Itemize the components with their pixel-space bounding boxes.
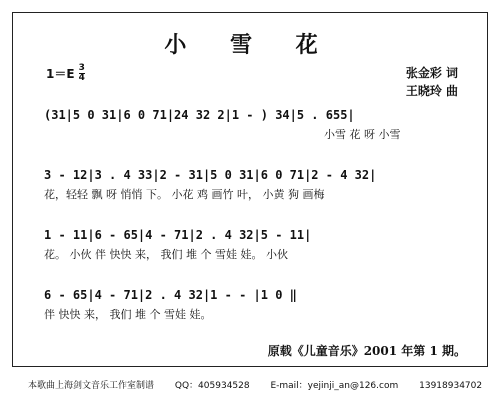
staff-line-4-notes: 6 - 65|4 - 71|2 . 4 32|1 - - |1 0 ‖	[44, 288, 297, 302]
staff-line-1-lyrics: 小雪 花 呀 小雪	[324, 128, 401, 141]
song-title: 小 雪 花	[164, 32, 336, 58]
staff-line-3-lyrics: 花。 小伙 伴 快快 来， 我们 堆 个 雪娃 娃。 小伙	[44, 248, 288, 261]
staff-line-2-notes: 3 - 12|3 . 4 33|2 - 31|5 0 31|6 0 71|2 - 4 32|	[44, 168, 377, 182]
time-signature	[79, 64, 85, 83]
footer-qq: QQ：405934528	[174, 381, 250, 391]
key-signature	[46, 64, 85, 83]
footer-studio: 本歌曲上海剑文音乐工作室制谱	[28, 381, 155, 391]
footer-email: E-mail：yejinji_an@126.com	[270, 381, 399, 391]
staff-line-4-lyrics: 伴 快快 来， 我们 堆 个 雪娃 娃。	[44, 308, 212, 321]
staff-line-2-lyrics: 花，轻轻 飘 呀 悄悄 下。 小花 鸡 画竹 叶， 小黄 狗 画梅	[44, 188, 325, 201]
time-unit: 4	[78, 73, 85, 83]
lyricist-credit: 张金彩 词	[405, 66, 458, 80]
footer-phone: 13918934702	[419, 381, 483, 391]
footer	[28, 378, 500, 391]
source-note: 原载《儿童音乐》2001 年第 1 期。	[267, 344, 466, 358]
key-text: 1＝E	[46, 67, 75, 81]
staff-line-3-notes: 1 - 11|6 - 65|4 - 71|2 . 4 32|5 - 11|	[44, 228, 312, 242]
staff-line-1-notes: (31|5 0 31|6 0 71|24 32 2|1 - ) 34|5 . 655|	[44, 108, 355, 122]
composer-credit: 王晓玲 曲	[405, 84, 458, 98]
time-beats: 3	[78, 63, 85, 73]
